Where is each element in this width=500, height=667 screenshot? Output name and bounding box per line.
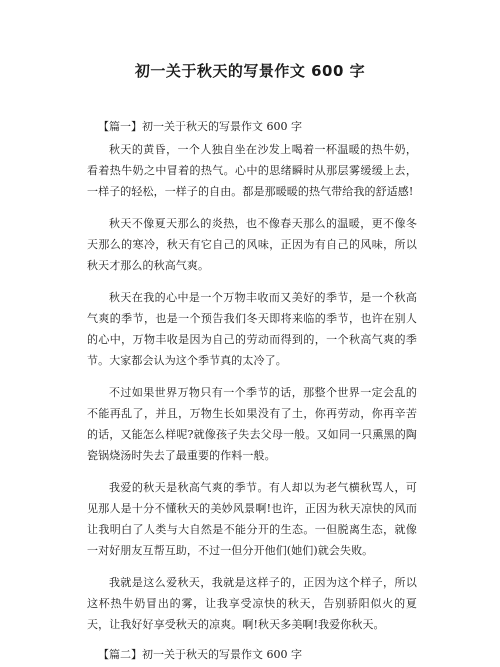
paragraph: 秋天的黄昏，一个人独自坐在沙发上喝着一杯温暖的热牛奶，看着热牛奶之中冒着的热气。心中的思绪瞬时从那层雾缓缓上去，一样子的轻松，一样子的自由。都是那暖暖的热气带给我的舒适感! bbox=[87, 143, 417, 198]
document-body bbox=[87, 116, 417, 667]
section-heading-1: 【篇一】初一关于秋天的写景作文 600 字 bbox=[98, 120, 302, 133]
paragraph: 我就是这么爱秋天，我就是这样子的，正因为这个样子，所以这杯热牛奶冒出的雾，让我享受凉快的秋天，告别骄阳似火的夏天，让我好好享受秋天的凉爽。啊!秋天多美啊!我爱你秋天。 bbox=[87, 576, 417, 631]
paragraph: 不过如果世界万物只有一个季节的话，那整个世界一定会乱的不能再乱了，并且，万物生长如果没有了土，你再劳动，你再辛苦的话，又能怎么样呢?就像孩子失去父母一般。又如同一只熏黑的陶瓷锅烧汤时失去了最重要的作料一般。 bbox=[87, 386, 417, 462]
paragraph: 秋天不像夏天那么的炎热，也不像春天那么的温暖，更不像冬天那么的寒冷，秋天有它自己的风味，正因为有自己的风味，所以秋天才那么的秋高气爽。 bbox=[87, 217, 417, 272]
paragraph: 我爱的秋天是秋高气爽的季节。有人却以为老气横秋骂人，可见那人是十分不懂秋天的美妙风景啊!也许，正因为秋天凉快的风而让我明白了人类与大自然是不能分开的生态。一但脱离生态，就像一对好朋友互帮互助，不过一但分开他们(她们)就会失败。 bbox=[87, 481, 417, 557]
paragraph: 秋天在我的心中是一个万物丰收而又美好的季节，是一个秋高气爽的季节，也是一个预告我们冬天即将来临的季节，也许在别人的心中，万物丰收是因为自己的劳动而得到的，一个秋高气爽的季节。大家都会认为这个季节真的太冷了。 bbox=[87, 291, 417, 367]
section-heading-2: 【篇二】初一关于秋天的写景作文 600 字 bbox=[98, 648, 302, 661]
document-title: 初一关于秋天的写景作文 600 字 bbox=[134, 62, 366, 80]
